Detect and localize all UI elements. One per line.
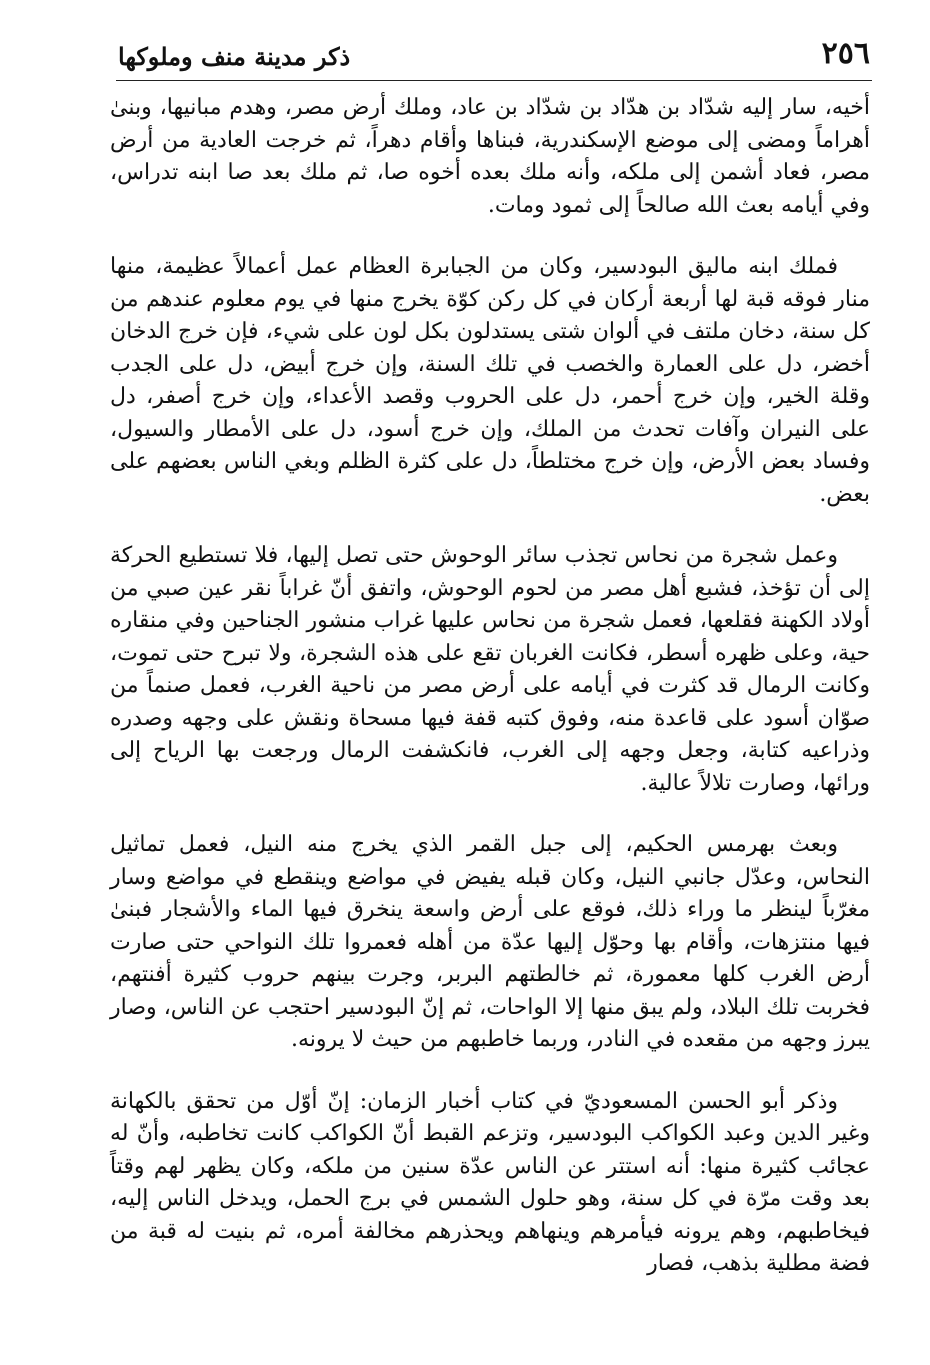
paragraph-continuation: أخيه، سار إليه شدّاد بن هدّاد بن شدّاد بن عاد، وملك أرض مصر، وهدم مبانيها، وبنىٰ أهراماً ومضى إلى موضع الإسكندرية، فبناها وأقام دهراً، ثم خرجت العادية من أرض مصر، فعاد أشمن إلى ملكه، وأنه ملك بعده أخوه صا، ثم ملك بعد صا ابنه تدراس، وفي أيامه بعث الله صالحاً إلى ثمود ومات. bbox=[110, 95, 870, 218]
paragraph-malik-al-budasir: فملك ابنه ماليق البودسير، وكان من الجبابرة العظام عمل أعمالاً عظيمة، منها منار فوقه قبة لها أربعة أركان في كل ركن كوّة يخرج منها في يوم معلوم عندهم من كل سنة، دخان ملتف في ألوان شتى يستدلون بكل لون على شيء، فإن خرج الدخان أخضر، دل على العمارة والخصب في تلك السنة، وإن خرج أبيض، دل على الجدب وقلة الخير، وإن خرج أحمر، دل على الحروب وقصد الأعداء، وإن خرج أصفر، دل على النيران وآفات تحدث من الملك، وإن خرج أسود، دل على الأمطار والسيول، وفساد بعض الأرض، وإن خرج مختلطاً، دل على كثرة الظلم وبغي الناس بعضهم على بعض. bbox=[110, 254, 870, 507]
paragraph-hermes: وبعث بهرمس الحكيم، إلى جبل القمر الذي يخرج منه النيل، فعمل تماثيل النحاس، وعدّل جانبي النيل، وكان قبله يفيض في مواضع وينقطع في مواضع وسار مغرّباً لينظر ما وراء ذلك، فوقع على أرض واسعة ينخرق فيها الماء والأشجار فبنىٰ فيها منتزهات، وأقام بها وحوّل إليها عدّة من أهله فعمروا تلك النواحي حتى صارت أرض الغرب كلها معمورة، ثم خالطتهم البربر، وجرت بينهم حروب كثيرة أفنتهم، فخربت تلك البلاد، ولم يبق منها إلا الواحات، ثم إنّ البودسير احتجب عن الناس، وصار يبرز وجهه من مقعده في النادر، وربما خاطبهم من حيث لا يرونه. bbox=[110, 832, 870, 1052]
running-title: ذكر مدينة منف وملوكها bbox=[118, 42, 351, 71]
page-header bbox=[118, 30, 870, 76]
header-rule bbox=[116, 80, 872, 81]
paragraph-masudi: وذكر أبو الحسن المسعوديّ في كتاب أخبار الزمان: إنّ أوّل من تحقق بالكهانة وغير الدين وعبد الكواكب البودسير، وتزعم القبط أنّ الكواكب كانت تخاطبه، وأنّ له عجائب كثيرة منها: أنه استتر عن الناس عدّة سنين من ملكه، وكان يظهر لهم وقتاً بعد وقت مرّة في كل سنة، وهو حلول الشمس في برج الحمل، ويدخل الناس إليه، فيخاطبهم، وهم يرونه فيأمرهم وينهاهم ويحذرهم مخالفة أمره، ثم بنيت له قبة من فضة مطلية بذهب، فصار bbox=[110, 1088, 870, 1276]
body-text bbox=[110, 92, 870, 1345]
paragraph-copper-tree: وعمل شجرة من نحاس تجذب سائر الوحوش حتى تصل إليها، فلا تستطيع الحركة إلى أن تؤخذ، فشبع أهل مصر من لحوم الوحوش، واتفق أنّ غراباً نقر عين صبي من أولاد الكهنة فقلعها، فعمل شجرة من نحاس عليها غراب منشور الجناحين وفي منقاره حية، وعلى ظهره أسطر، فكانت الغربان تقع على هذه الشجرة، ولا تبرح حتى تموت، وكانت الرمال قد كثرت في أيامه على أرض مصر من ناحية الغرب، فعمل صنماً من صوّان أسود على قاعدة منه، وفوق كتبه قفة فيها مسحاة ونقش على وجهه وصدره وذراعيه كتابة، وجعل وجهه إلى الغرب، فانكشفت الرمال ورجعت بها الرياح إلى ورائها، وصارت تلالاً عالية. bbox=[110, 543, 870, 796]
page-number: ٢٥٦ bbox=[821, 36, 870, 71]
